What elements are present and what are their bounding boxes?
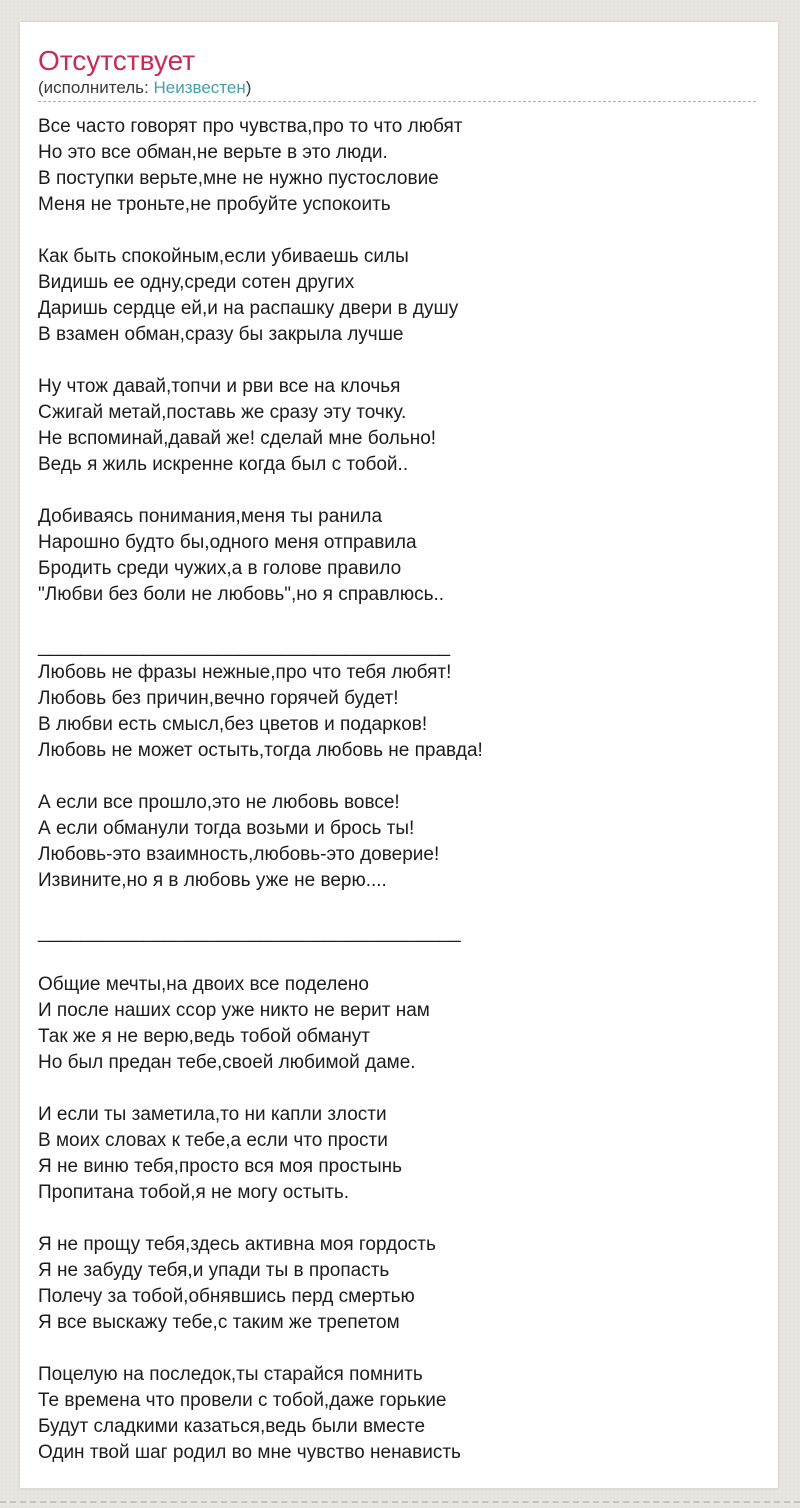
lyrics-divider: ________________________________________ xyxy=(38,922,461,943)
song-header xyxy=(38,45,756,102)
lyric-line: Пропитана тобой,я не могу остыть. xyxy=(38,1182,350,1203)
lyric-line: Но это все обман,не верьте в это люди. xyxy=(38,142,388,163)
lyric-line: Я не забуду тебя,и упади ты в пропасть xyxy=(38,1260,390,1281)
artist-line xyxy=(38,78,756,97)
lyrics-divider: _______________________________________ xyxy=(38,636,451,657)
artist-label-suffix: ) xyxy=(245,78,252,97)
lyric-line: В взамен обман,сразу бы закрыла лучше xyxy=(38,324,404,345)
lyric-line: В любви есть смысл,без цветов и подарков! xyxy=(38,714,428,735)
lyric-blank-line xyxy=(38,1206,756,1232)
lyric-line: Нарошно будто бы,одного меня отправила xyxy=(38,532,417,553)
lyric-line: Любовь без причин,вечно горячей будет! xyxy=(38,688,399,709)
lyric-line: В поступки верьте,мне не нужно пустословие xyxy=(38,168,439,189)
lyric-line: Я не виню тебя,просто вся моя простынь xyxy=(38,1156,403,1177)
page-title: Отсутствует xyxy=(38,45,196,76)
lyric-line: И после наших ссор уже никто не верит нам xyxy=(38,1000,430,1021)
lyric-line: Ну чтож давай,топчи и рви все на клочья xyxy=(38,376,401,397)
lyric-line: Полечу за тобой,обнявшись перд смертью xyxy=(38,1286,415,1307)
lyric-line: Все часто говорят про чувства,про то что любят xyxy=(38,116,463,137)
lyric-blank-line xyxy=(38,348,756,374)
lyric-line: Любовь не фразы нежные,про что тебя любят! xyxy=(38,662,452,683)
lyric-line: Но был предан тебе,своей любимой даме. xyxy=(38,1052,416,1073)
lyric-blank-line xyxy=(38,478,756,504)
lyric-blank-line xyxy=(38,764,756,790)
lyric-line: А если все прошло,это не любовь вовсе! xyxy=(38,792,400,813)
lyric-blank-line xyxy=(38,946,756,972)
lyric-blank-line xyxy=(38,608,756,634)
lyric-line: А если обманули тогда возьми и брось ты! xyxy=(38,818,415,839)
card-inner xyxy=(20,22,778,1466)
lyric-blank-line xyxy=(38,218,756,244)
lyric-line: Не вспоминай,давай же! сделай мне больно! xyxy=(38,428,437,449)
artist-link[interactable]: Неизвестен xyxy=(153,78,246,97)
lyric-line: Я все выскажу тебе,с таким же трепетом xyxy=(38,1312,400,1333)
lyric-line: Поцелую на последок,ты старайся помнить xyxy=(38,1364,423,1385)
lyric-line: Так же я не верю,ведь тобой обманут xyxy=(38,1026,370,1047)
lyric-blank-line xyxy=(38,1336,756,1362)
content-card xyxy=(20,22,778,1488)
lyric-line: Видишь ее одну,среди сотен других xyxy=(38,272,355,293)
lyric-line: Бродить среди чужих,а в голове правило xyxy=(38,558,402,579)
lyric-line: Сжигай метай,поставь же сразу эту точку. xyxy=(38,402,407,423)
artist-label-prefix: (исполнитель: xyxy=(38,78,154,97)
lyric-line: Будут сладкими казаться,ведь были вместе xyxy=(38,1416,426,1437)
lyric-line: Извините,но я в любовь уже не верю.... xyxy=(38,870,387,891)
lyrics-block xyxy=(38,114,756,1466)
lyric-line: И если ты заметила,то ни капли злости xyxy=(38,1104,387,1125)
lyric-line: Те времена что провели с тобой,даже горькие xyxy=(38,1390,447,1411)
lyric-line: Ведь я жиль искренне когда был с тобой.. xyxy=(38,454,409,475)
lyric-line: В моих словах к тебе,а если что прости xyxy=(38,1130,388,1151)
lyric-blank-line xyxy=(38,1076,756,1102)
lyric-line: Общие мечты,на двоих все поделено xyxy=(38,974,369,995)
lyric-line: Один твой шаг родил во мне чувство ненависть xyxy=(38,1442,461,1463)
lyric-line: Даришь сердце ей,и на распашку двери в душу xyxy=(38,298,459,319)
lyric-line: Меня не троньте,не пробуйте успокоить xyxy=(38,194,391,215)
lyric-line: Добиваясь понимания,меня ты ранила xyxy=(38,506,383,527)
lyric-line: "Любви без боли не любовь",но я справлюсь.. xyxy=(38,584,445,605)
lyric-line: Я не прощу тебя,здесь активна моя гордость xyxy=(38,1234,436,1255)
lyric-line: Как быть спокойным,если убиваешь силы xyxy=(38,246,409,267)
lyric-blank-line xyxy=(38,894,756,920)
lyric-line: Любовь-это взаимность,любовь-это доверие! xyxy=(38,844,440,865)
lyric-line: Любовь не может остыть,тогда любовь не правда! xyxy=(38,740,483,761)
bottom-dashed-divider xyxy=(0,1501,800,1503)
